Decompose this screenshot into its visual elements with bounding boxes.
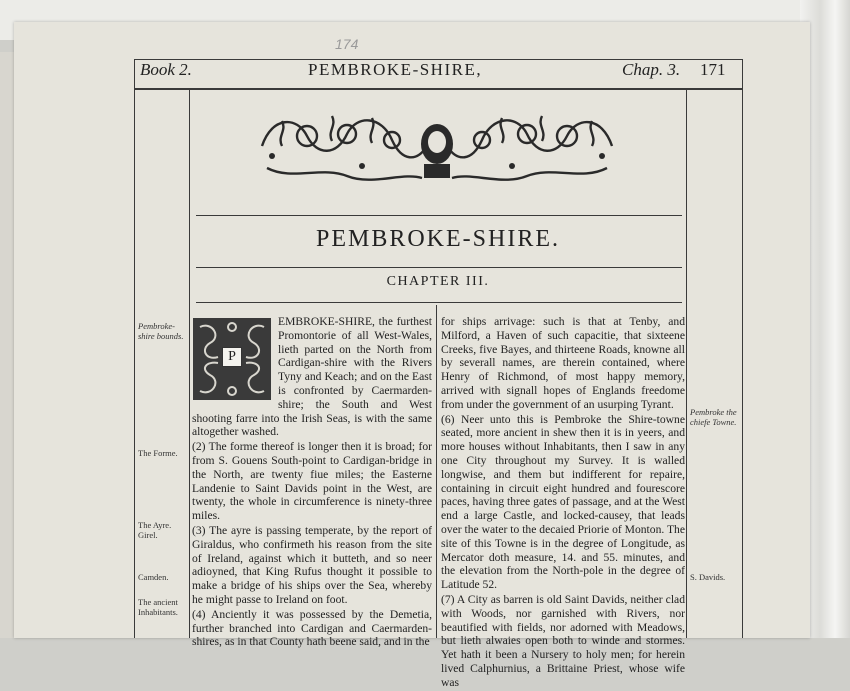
- header-book: Book 2.: [140, 60, 192, 79]
- header-bottom-rule: [134, 88, 742, 90]
- paragraph-4: (4) Anciently it was possessed by the Demetia, further branched into Cardigan and Caermarden-shires, as in that County hath beene said, and in the: [192, 607, 432, 649]
- chapter-bottom-rule: [196, 302, 682, 303]
- header-page-number: 171: [700, 60, 726, 79]
- pencil-annotation: 174: [335, 36, 359, 52]
- frame-left-rule: [134, 59, 135, 638]
- title-bottom-rule: [196, 267, 682, 268]
- paragraph-3: (3) The ayre is passing temperate, by the report of Giraldus, who confirmeth his reason from the site of Ireland, against which it butteth, and so neer adioyned, that King Rufus thought it possible to make a bridge of his ships over the Sea, whereby he might passe to Ireland on foot.: [192, 523, 432, 606]
- column-divider: [436, 305, 437, 638]
- text-column-right: [441, 315, 685, 691]
- title-top-rule: [196, 215, 682, 216]
- margin-note-inhabitants: The ancient Inhabitants.: [138, 597, 178, 617]
- frame-right-rule: [742, 59, 743, 638]
- text-right-rule: [686, 88, 687, 638]
- paragraph-1: EMBROKE-SHIRE, the furthest Promontorie of all West-Wales, lieth parted on the North from Cardigan-shire with the Rivers Tyny and Keach; and on the East is confronted by Caermarden-shire; the South and West shooting farre into the Irish Seas, is with the same altogether washed.: [192, 315, 432, 439]
- margin-note-camden: Camden.: [138, 572, 169, 582]
- margin-note-bounds: Pembroke-shire bounds.: [138, 321, 184, 341]
- chapter-heading: CHAPTER III.: [386, 274, 490, 289]
- margin-note-s-davids: S. Davids.: [690, 572, 726, 582]
- paragraph-5: for ships arrivage: such is that at Tenby, and Milford, a Haven of such capacitie, that sixteene Creeks, five Bayes, and thirteene Roads, knowne all by severall names, are therein contained, where Henry of Richmond, of most happy memory, arrived with signall hopes of Englands freedome from under the government of an usurping Tyrant.: [441, 315, 685, 411]
- header-chapter: Chap. 3.: [622, 60, 681, 79]
- header-running-title: PEMBROKE-SHIRE,: [308, 60, 483, 79]
- dropcap-ornament: [192, 317, 272, 401]
- margin-note-forme: The Forme.: [138, 448, 178, 458]
- dropcap-letter: P: [222, 347, 242, 367]
- text-left-rule: [189, 88, 190, 638]
- paragraph-2: (2) The forme thereof is longer then it is broad; for from S. Gouens South-point to Cardigan-bridge in the North, are twenty fiue miles; the Easterne Landenie to Saint Davids point in the West, are twenty, the whole in circumference is ninety-three miles.: [192, 440, 432, 523]
- margin-note-ayre: The Ayre. Girel.: [138, 520, 172, 540]
- page-title: PEMBROKE-SHIRE.: [315, 226, 561, 252]
- margin-note-pembroke: Pembroke the chiefe Towne.: [690, 407, 737, 427]
- paragraph-6: (6) Neer unto this is Pembroke the Shire-towne seated, more ancient in shew then it is in yeers, and more houses without Inhabitants, then I saw in any one City throughout my Survey. It is walled longwise, and them but indifferent for repaire, containing in circuit eight hundred and fourescore paces, having three gates of passage, and at the West end a large Castle, and locked-causey, that leads over the water to the decaied Priorie of Monton. The site of this Towne is in the degree of Longitude, as Mercator doth measure, 14. and 55. minutes, and the elevation from the North-pole in the degree of Latitude 52.: [441, 412, 685, 592]
- ornament-headpiece: [252, 106, 622, 188]
- paragraph-7: (7) A City as barren is old Saint Davids, neither clad with Woods, nor garnished with Rivers, nor beautified with fields, nor adorned with Meadows, but lieth alwaies open both to winde and stormes. Yet hath it been a Nursery to holy men; for herein lived Calphurnius, a Brittaine Priest, whose wife was: [441, 592, 685, 689]
- text-column-left: [192, 315, 432, 650]
